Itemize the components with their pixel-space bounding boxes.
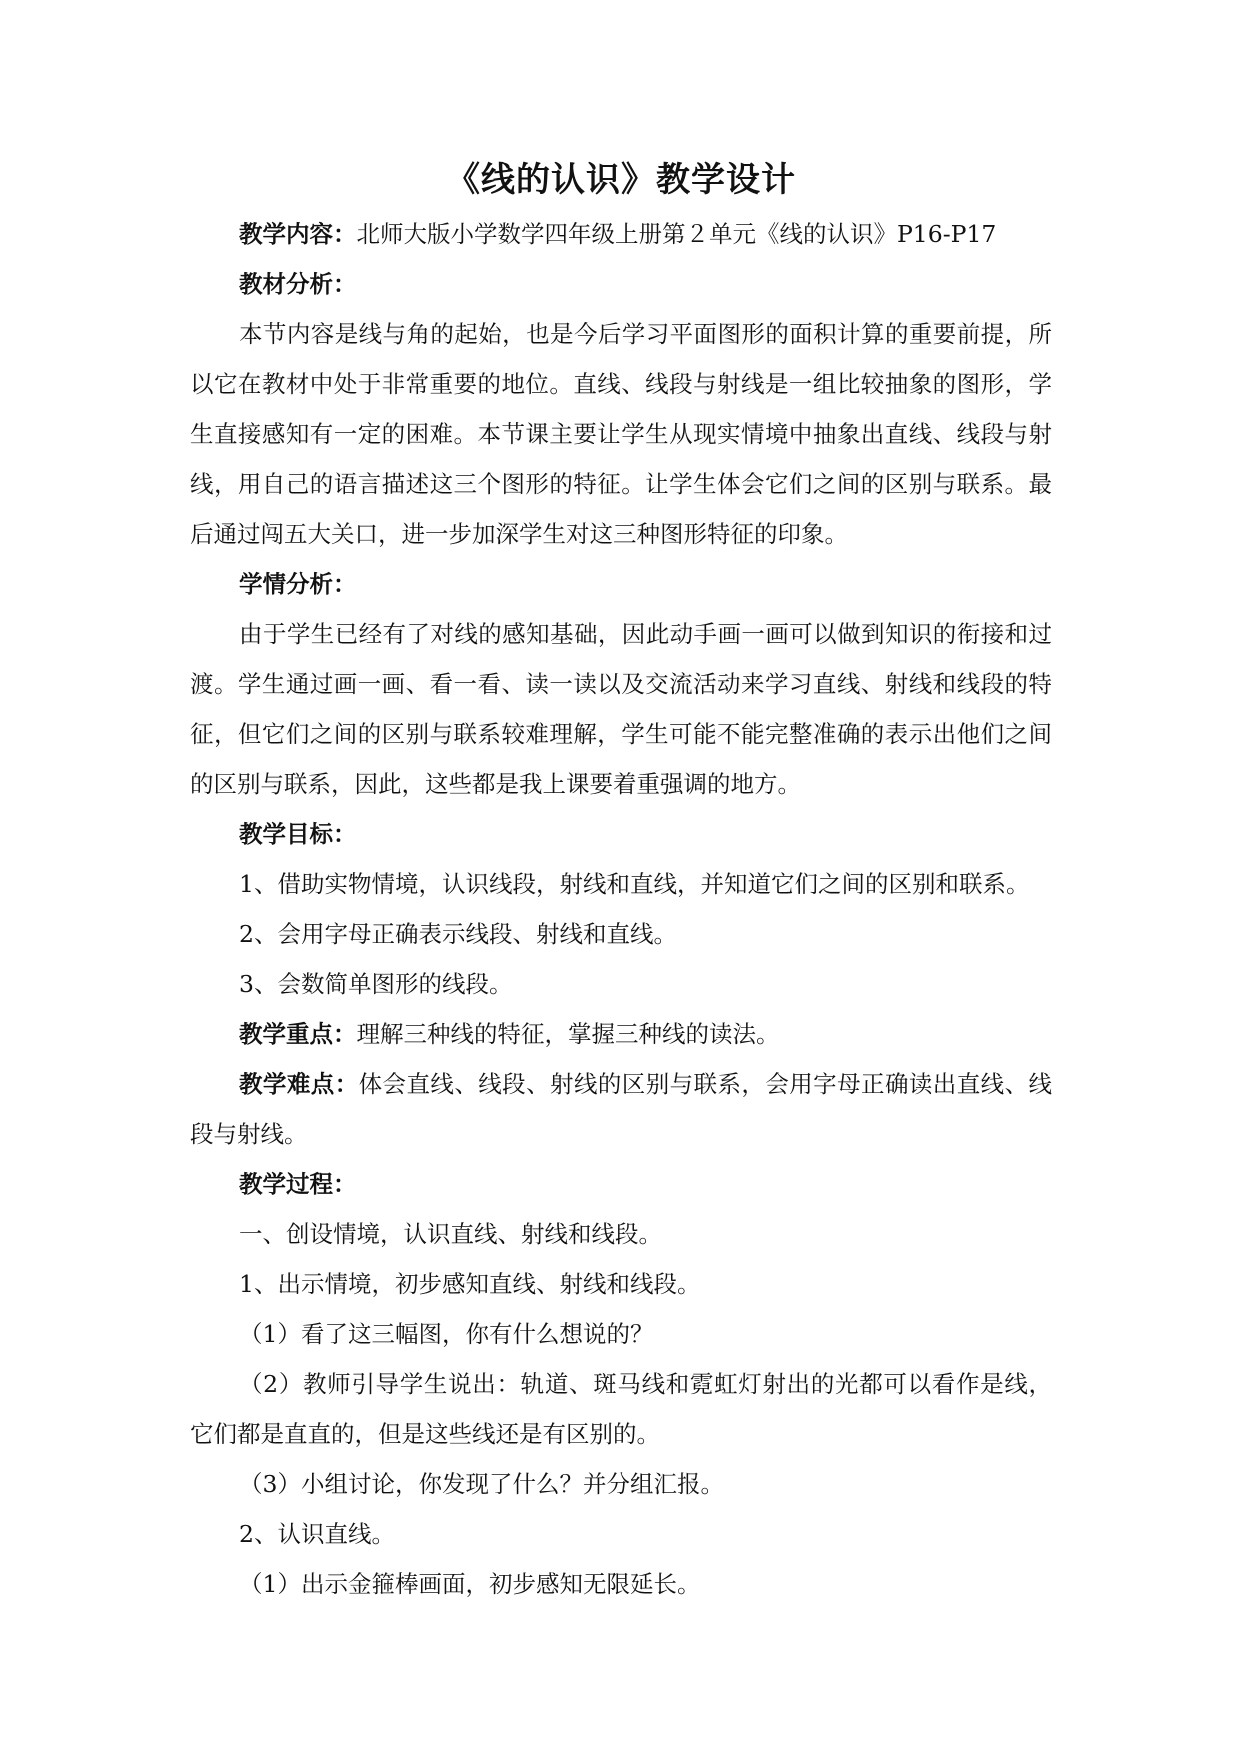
process-question: （3）小组讨论，你发现了什么？并分组汇报。 [239,1470,724,1498]
process-question: （1）看了这三幅图，你有什么想说的？ [239,1320,654,1348]
key-point-label: 教学重点： [239,1020,357,1048]
difficulty-text: 体会直线、线段、射线的区别与联系，会用字母正确读出直线、线段与射线。 [190,1070,1053,1148]
goal-item: 3、会数简单图形的线段。 [239,970,513,998]
goal-item: 2、会用字母正确表示线段、射线和直线。 [239,920,677,948]
document-body [190,155,1052,1609]
goal-item: 1、借助实物情境，认识线段，射线和直线，并知道它们之间的区别和联系。 [239,870,1030,898]
student-heading: 学情分析： [239,570,357,598]
process-question: （1）出示金箍棒画面，初步感知无限延长。 [239,1570,701,1598]
teaching-content-label: 教学内容： [239,220,357,248]
process-question: （2）教师引导学生说出：轨道、斑马线和霓虹灯射出的光都可以看作是线，它们都是直直的，但是这些线还是有区别的。 [190,1370,1052,1448]
teaching-content-text: 北师大版小学数学四年级上册第２单元《线的认识》P16-P17 [356,220,997,248]
difficulty-label: 教学难点： [239,1070,359,1098]
student-paragraph: 由于学生已经有了对线的感知基础，因此动手画一画可以做到知识的衔接和过渡。学生通过画一画、看一看、读一读以及交流活动来学习直线、射线和线段的特征，但它们之间的区别与联系较难理解，学生可能不能完整准确的表示出他们之间的区别与联系，因此，这些都是我上课要着重强调的地方。 [190,620,1052,798]
process-section: 一、创设情境，认识直线、射线和线段。 [239,1220,662,1248]
difficulty-point [190,1059,1052,1159]
analysis-paragraph: 本节内容是线与角的起始，也是今后学习平面图形的面积计算的重要前提，所以它在教材中处于非常重要的地位。直线、线段与射线是一组比较抽象的图形，学生直接感知有一定的困难。本节课主要让学生从现实情境中抽象出直线、线段与射线，用自己的语言描述这三个图形的特征。让学生体会它们之间的区别与联系。最后通过闯五大关口，进一步加深学生对这三种图形特征的印象。 [190,320,1052,548]
goals-heading: 教学目标： [239,820,357,848]
document-title: 《线的认识》教学设计 [446,160,796,200]
teaching-content [190,209,1052,259]
process-step: 2、认识直线。 [239,1520,395,1548]
process-heading: 教学过程： [239,1170,357,1198]
process-step: 1、出示情境，初步感知直线、射线和线段。 [239,1270,701,1298]
key-point-text: 理解三种线的特征，掌握三种线的读法。 [356,1020,780,1048]
analysis-heading: 教材分析： [239,270,357,298]
key-point [190,1009,1052,1059]
